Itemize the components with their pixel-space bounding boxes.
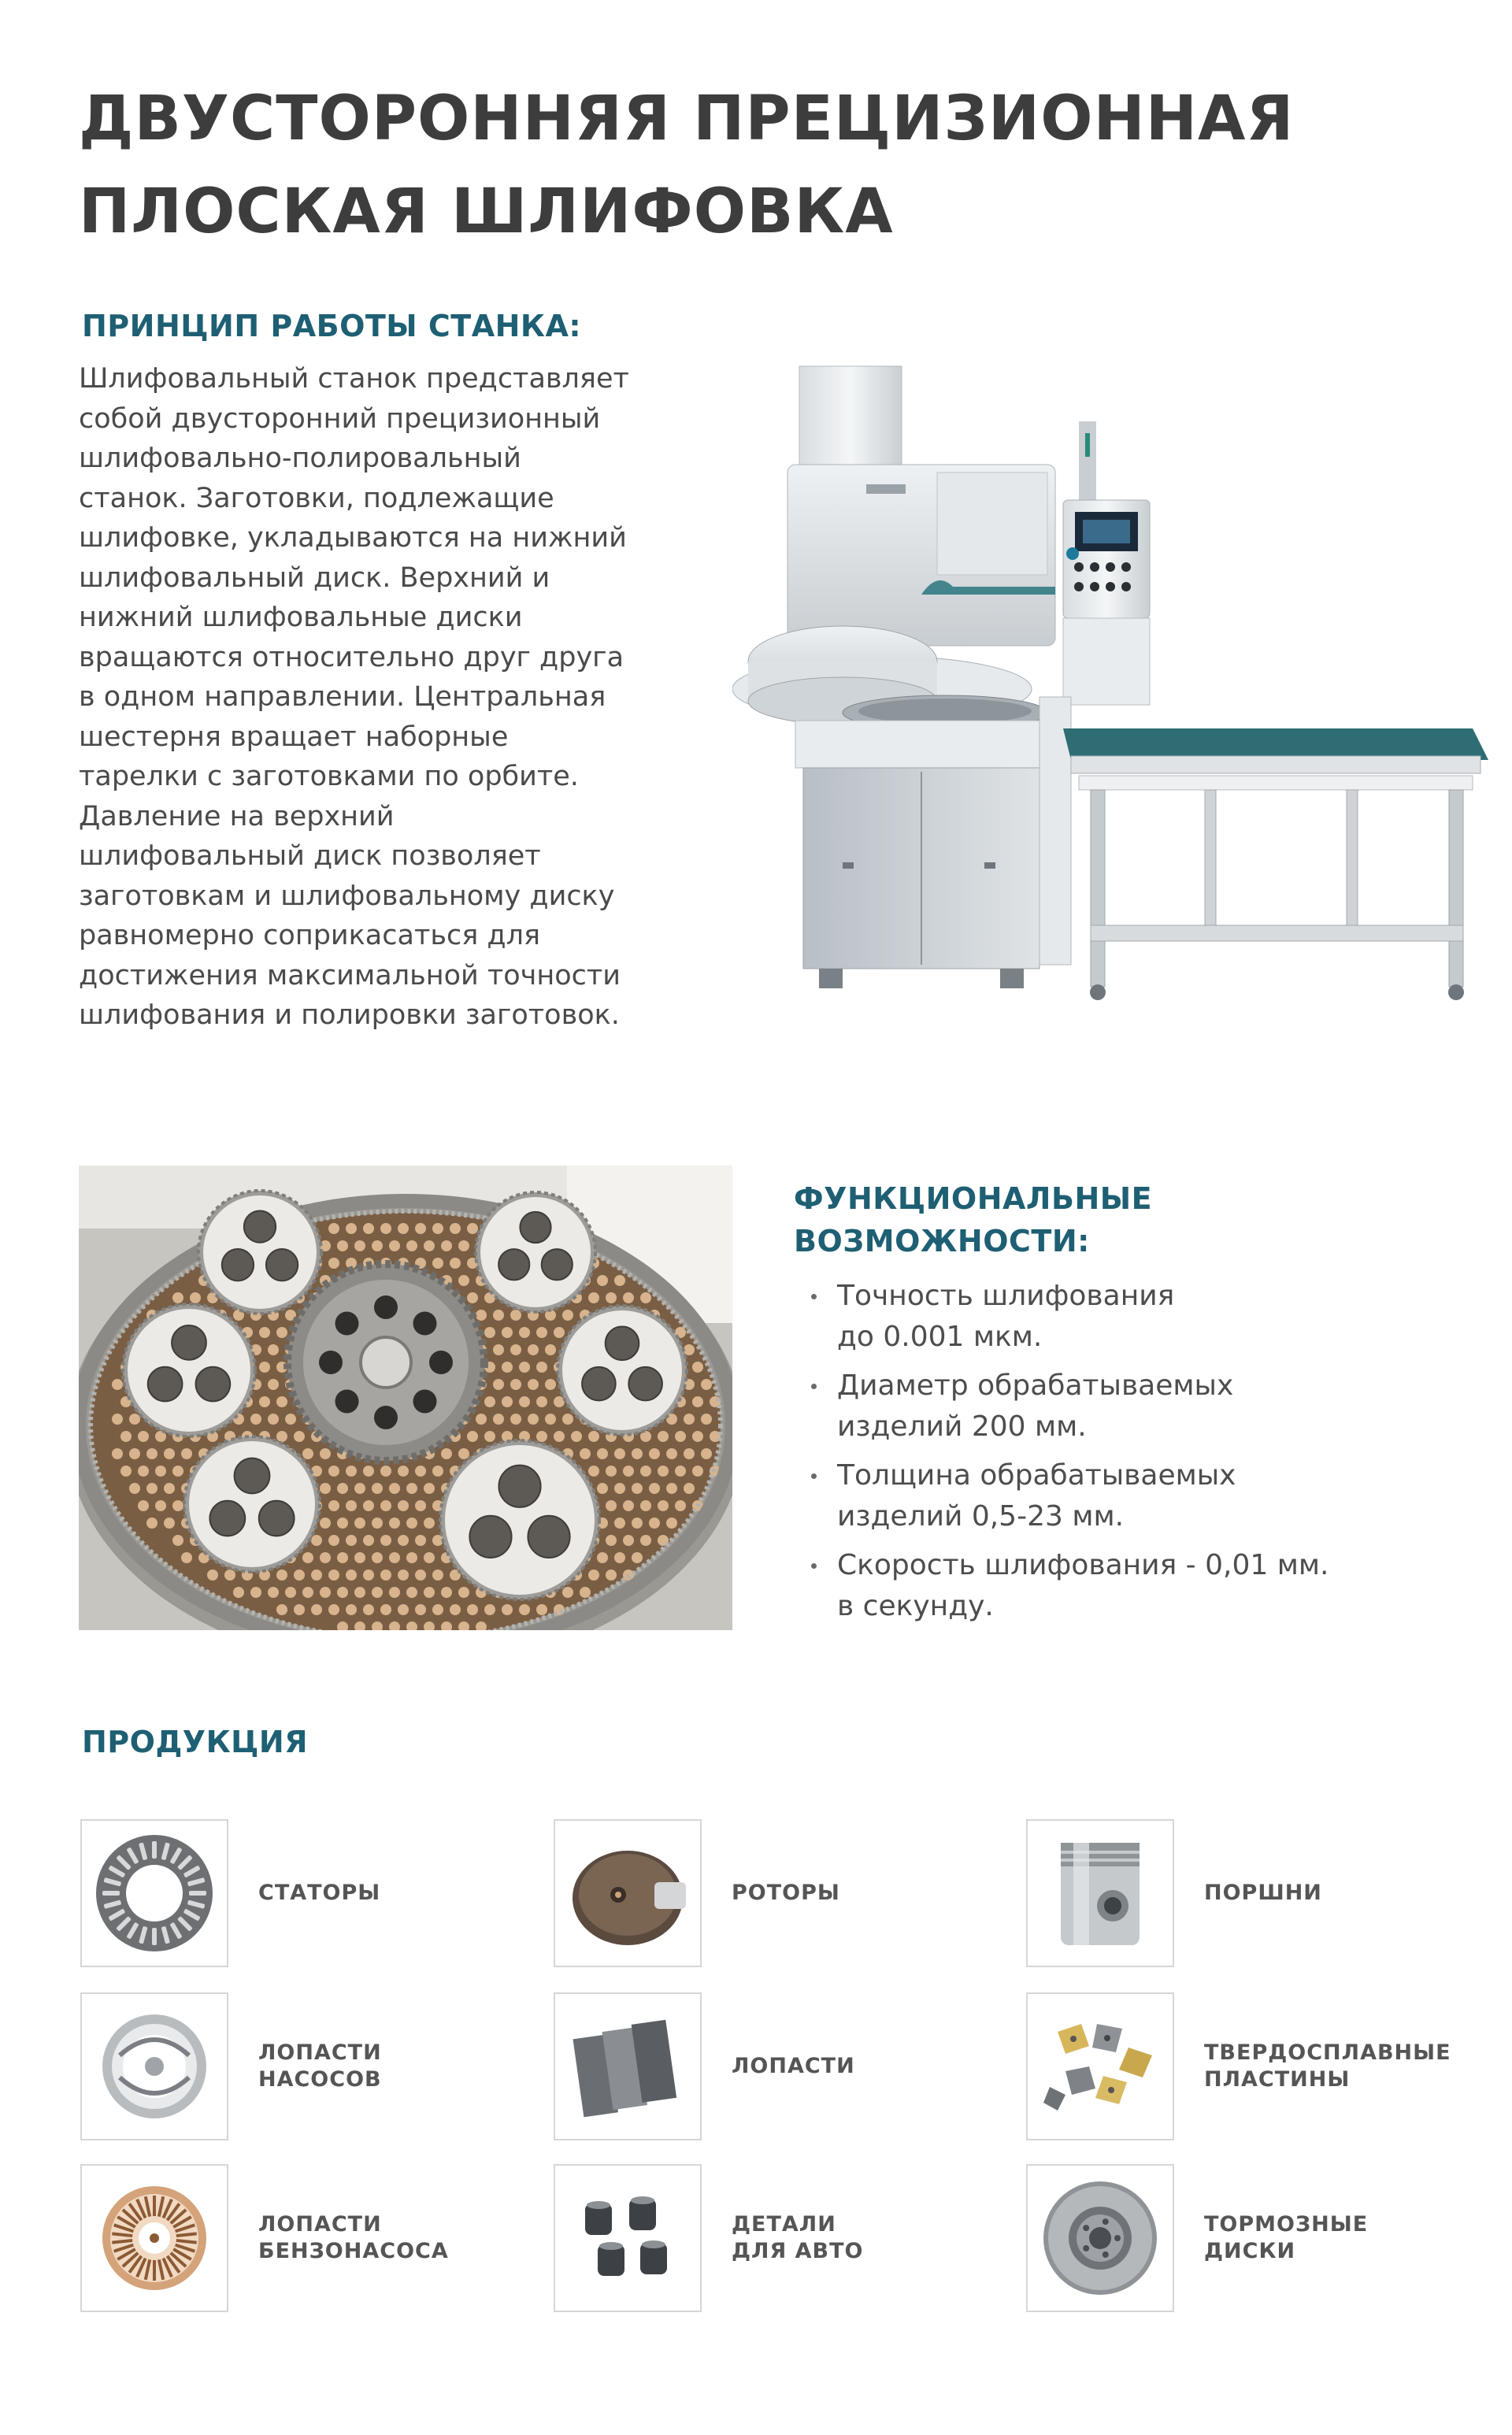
product-thumb — [80, 1819, 228, 1967]
principle-line: равномерно соприкасаться для — [79, 920, 541, 951]
principle-line: шестерня вращает наборные — [79, 721, 509, 753]
feature-item — [794, 1455, 1487, 1537]
feature-line: изделий 200 мм. — [837, 1410, 1087, 1443]
features-list — [794, 1276, 1487, 1635]
product-thumb — [1026, 2164, 1174, 2312]
planetary-carrier-photo — [79, 1166, 732, 1630]
product-label — [1204, 2211, 1368, 2265]
product-label — [732, 1880, 840, 1907]
product-blades — [554, 1992, 855, 2140]
principle-line: шлифования и полировки заготовок. — [79, 999, 620, 1031]
blades-icon — [561, 2000, 694, 2133]
product-label-line: ДЕТАЛИ — [732, 2212, 836, 2237]
feature-item — [794, 1366, 1487, 1447]
auto-parts-icon — [561, 2172, 694, 2304]
product-thumb — [1026, 1819, 1174, 1967]
product-label — [732, 2053, 855, 2080]
product-thumb — [554, 1819, 702, 1967]
product-label-line: НАСОСОВ — [258, 2067, 382, 2092]
product-label-line: ТВЕРДОСПЛАВНЫЕ — [1204, 2040, 1451, 2065]
product-carbide-inserts — [1026, 1992, 1451, 2140]
product-fuel-pump-blades — [80, 2164, 449, 2312]
product-brake-discs — [1026, 2164, 1368, 2312]
features-heading-line-2: ВОЗМОЖНОСТИ: — [794, 1224, 1090, 1258]
principle-line: шлифовальный диск. Верхний и — [79, 561, 550, 594]
principle-line: тарелки с заготовками по орбите. — [79, 761, 579, 792]
principle-line: шлифовально-полировальный — [79, 443, 521, 474]
product-pistons — [1026, 1819, 1322, 1967]
product-label — [258, 1880, 380, 1907]
principle-line: нижний шлифовальные диски — [79, 602, 523, 633]
rotor-icon — [561, 1827, 694, 1959]
principle-line: станок. Заготовки, подлежащие — [79, 482, 554, 514]
piston-icon — [1034, 1827, 1166, 1959]
principle-line: достижения максимальной точности — [79, 959, 621, 991]
principle-line: шлифовальный диск позволяет — [79, 840, 541, 872]
principle-line: заготовкам и шлифовальному диску — [79, 880, 615, 912]
product-label — [258, 2040, 382, 2093]
principle-line: вращаются относительно друг друга — [79, 641, 624, 673]
product-label-line: ДИСКИ — [1204, 2239, 1296, 2263]
stator-icon — [88, 1827, 220, 1959]
product-label-line: ЛОПАСТИ — [258, 2212, 382, 2237]
features-heading — [794, 1177, 1152, 1262]
product-label — [1204, 2040, 1451, 2093]
grinding-machine-image — [732, 358, 1496, 1028]
product-label — [258, 2211, 449, 2265]
product-label-line: ЛОПАСТИ — [732, 2054, 855, 2078]
feature-line: до 0.001 мкм. — [837, 1321, 1043, 1353]
product-thumb — [80, 2164, 228, 2312]
product-label — [1204, 1880, 1322, 1907]
feature-line: Толщина обрабатываемых — [837, 1459, 1236, 1492]
feature-item — [794, 1276, 1487, 1358]
page-title-line-1: ДВУСТОРОННЯЯ ПРЕЦИЗИОННАЯ — [79, 83, 1295, 154]
product-label-line: ТОРМОЗНЫЕ — [1204, 2212, 1369, 2237]
product-thumb — [554, 1992, 702, 2140]
product-label — [732, 2211, 864, 2265]
principle-line: в одном направлении. Центральная — [79, 681, 606, 713]
product-thumb — [1026, 1992, 1174, 2140]
pump-blade-icon — [88, 2000, 220, 2133]
products-heading: ПРОДУКЦИЯ — [82, 1725, 308, 1759]
feature-line: изделий 0,5-23 мм. — [837, 1500, 1125, 1533]
principle-heading: ПРИНЦИП РАБОТЫ СТАНКА: — [82, 309, 582, 343]
page-title — [79, 72, 1465, 258]
principle-line: собой двусторонний прецизионный — [79, 402, 601, 435]
product-stators — [80, 1819, 380, 1967]
product-thumb — [554, 2164, 702, 2312]
product-label-line: БЕНЗОНАСОСА — [258, 2239, 449, 2263]
product-label-line: ЛОПАСТИ — [258, 2040, 382, 2065]
product-thumb — [80, 1992, 228, 2140]
brake-disc-icon — [1034, 2172, 1166, 2304]
feature-line: Точность шлифования — [837, 1280, 1175, 1312]
product-pump-blades — [80, 1992, 382, 2140]
carbide-insert-icon — [1034, 2000, 1166, 2133]
feature-line: Диаметр обрабатываемых — [837, 1369, 1234, 1402]
feature-item — [794, 1545, 1487, 1627]
product-label-line: СТАТОРЫ — [258, 1881, 381, 1905]
feature-line: в секунду. — [837, 1590, 994, 1622]
page-title-line-2: ПЛОСКАЯ ШЛИФОВКА — [79, 176, 894, 247]
principle-text — [79, 359, 740, 1036]
principle-line: Давление на верхний — [79, 800, 395, 832]
product-label-line: РОТОРЫ — [732, 1881, 840, 1905]
product-rotors — [554, 1819, 840, 1967]
product-label-line: ДЛЯ АВТО — [732, 2239, 864, 2263]
feature-line: Скорость шлифования - 0,01 мм. — [837, 1549, 1329, 1581]
product-auto-parts — [554, 2164, 864, 2312]
features-heading-line-1: ФУНКЦИОНАЛЬНЫЕ — [794, 1181, 1153, 1216]
product-label-line: ПЛАСТИНЫ — [1204, 2067, 1351, 2092]
principle-line: Шлифовальный станок представляет — [79, 363, 629, 395]
product-label-line: ПОРШНИ — [1204, 1881, 1322, 1905]
fuel-pump-blade-icon — [88, 2172, 220, 2304]
principle-line: шлифовке, укладываются на нижний — [79, 522, 627, 554]
